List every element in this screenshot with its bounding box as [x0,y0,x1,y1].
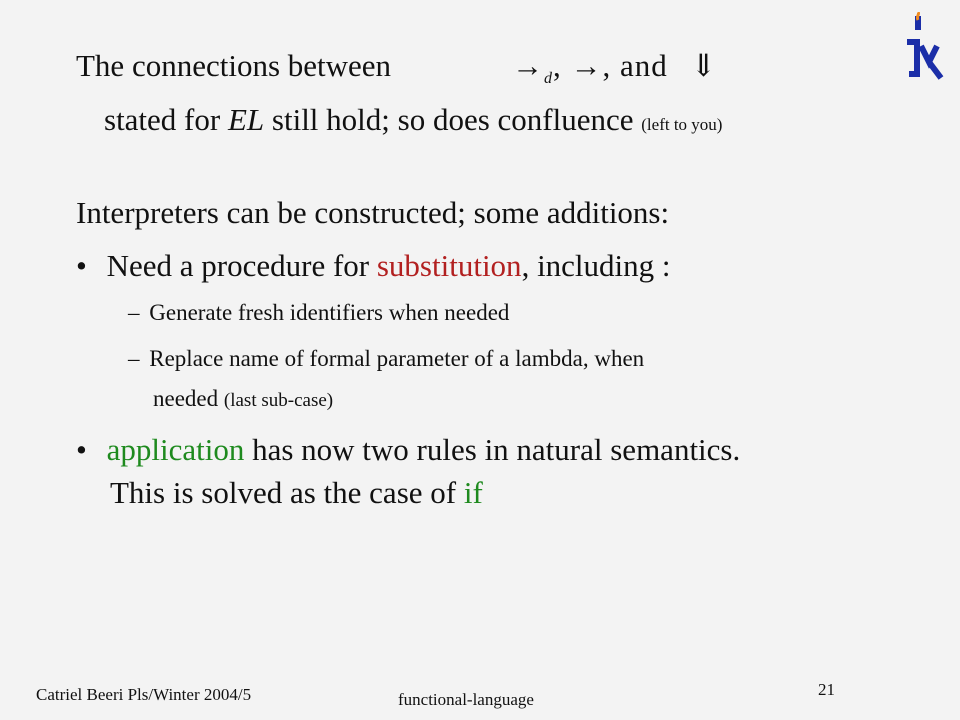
last-subcase-note: (last sub-case) [223,390,334,411]
sub-bullet-text: Generate fresh identifiers when needed [149,300,510,325]
left-to-you-note: (left to you) [641,115,723,134]
bullet-application [76,432,740,468]
stated-for-text: stated for [104,102,228,137]
el-emphasis: EL [227,102,265,137]
bullet-application-cont [110,475,483,511]
and-word: , and [602,48,668,83]
comma-symbol: , [553,48,562,83]
needed-text: needed [153,386,224,411]
bullet-text: Need a procedure for [106,248,377,283]
still-hold-text: still hold; so does confluence [264,102,642,137]
page-number: 21 [818,680,835,699]
sub-dash: – [128,346,140,371]
arrow-d-symbol: → [512,48,544,83]
substitution-highlight: substitution [376,248,522,283]
sub-bullet-text: Replace name of formal parameter of a lambda, when [149,346,645,371]
heading-line-2 [104,102,722,138]
bullet-marker: • [76,248,87,283]
bullet-text: has now two rules in natural semantics. [244,432,741,467]
connections-text: The connections between [76,48,392,83]
arrow-symbol: → [570,48,603,83]
if-highlight: if [463,475,483,510]
double-down-arrow-symbol: ⇓ [690,48,718,83]
footer-topic: functional-language [398,690,534,709]
sub-bullet-fresh-ids [128,300,509,326]
interpreters-line: Interpreters can be constructed; some additions: [76,195,670,230]
sub-bullet-replace-name-cont [153,386,333,412]
bullet-marker: • [76,432,87,467]
footer-author: Catriel Beeri Pls/Winter 2004/5 [36,685,252,704]
university-logo [905,12,949,87]
heading-line-1 [76,48,391,84]
application-highlight: application [106,432,245,467]
bullet-substitution [76,248,671,284]
relations-formula [512,48,718,88]
sub-dash: – [128,300,140,325]
logo-icon [905,12,949,82]
bullet-text-tail: , including : [521,248,671,283]
solved-text: This is solved as the case of [110,475,464,510]
sub-bullet-replace-name [128,346,644,372]
d-subscript: d [544,70,553,88]
